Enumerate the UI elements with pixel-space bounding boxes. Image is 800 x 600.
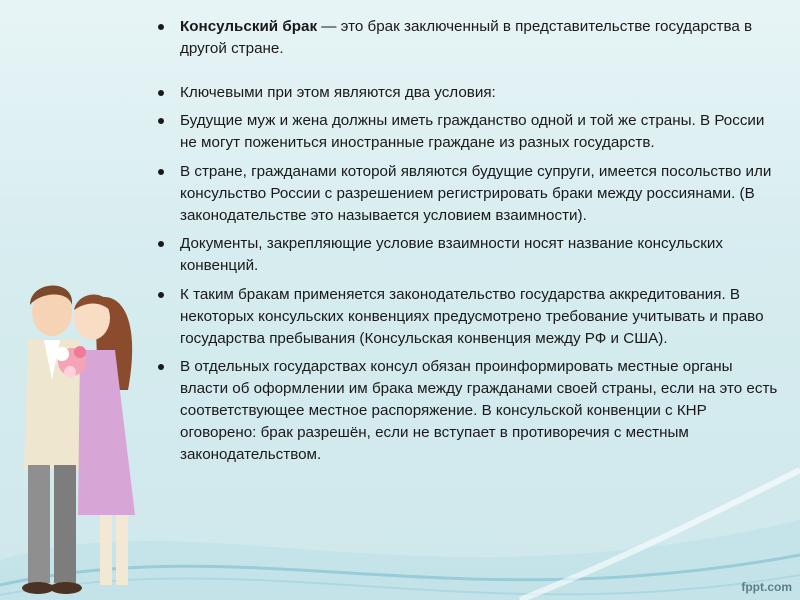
item-text: Будущие муж и жена должны иметь гражданство одной и той же страны. В России не могут пожениться иностранные граждане из разных государств.	[180, 112, 765, 152]
list-item	[150, 284, 780, 349]
item-text: В отдельных государствах консул обязан проинформировать местные органы власти об оформлении им брака между гражданами своей страны, если на это есть соответствующее местное распоряжение. В консульской конвенции с КНР оговорено: брак разрешён, если не вступает в противоречия с местным законодательством.	[180, 358, 778, 463]
list-item	[150, 356, 780, 465]
slide-text	[150, 16, 780, 472]
item-text: В стране, гражданами которой являются будущие супруги, имеется посольство или консульство России с разрешением регистрировать браки между россиянами. (В законодательстве это называется условием взаимности).	[180, 162, 772, 224]
item-text: Документы, закрепляющие условие взаимности носят название консульских конвенций.	[180, 235, 723, 275]
site-logo: fppt.com	[741, 580, 792, 594]
bullet-list	[150, 16, 780, 465]
item-text: Ключевыми при этом являются два условия:	[180, 83, 496, 101]
item-text: К таким бракам применяется законодательство государства аккредитования. В некоторых консульских конвенциях предусмотрено требование учитывать и право государства пребывания (Консульская конвенция между РФ и США).	[180, 285, 764, 347]
term-label: Консульский брак	[180, 18, 318, 35]
item-text: — это брак заключенный в представительстве государства в другой стране.	[180, 18, 753, 57]
list-item	[150, 82, 780, 104]
list-item	[150, 161, 780, 226]
list-item	[150, 110, 780, 154]
list-item	[150, 233, 780, 277]
list-item	[150, 16, 780, 60]
